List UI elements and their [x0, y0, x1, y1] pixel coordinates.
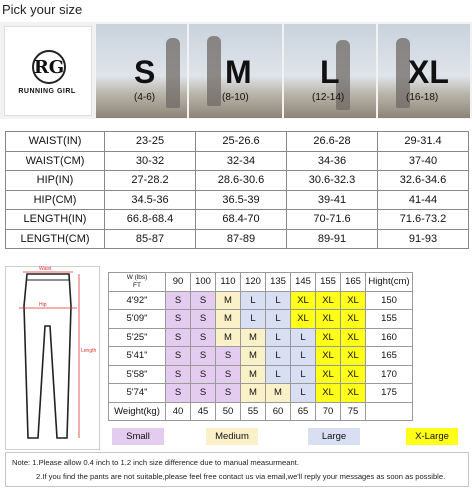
weight-kg-cell: 50 — [216, 402, 241, 421]
table-cell: 32.6-34.6 — [378, 171, 469, 191]
size-cell: S — [216, 384, 241, 403]
table-cell: 91-93 — [378, 229, 469, 249]
size-cell: S — [166, 365, 191, 384]
weight-lbs-header: 120 — [241, 273, 266, 292]
weight-lbs-header: 135 — [266, 273, 291, 292]
size-cell: L — [266, 310, 291, 329]
size-cell: L — [266, 347, 291, 366]
size-cell: XL — [316, 328, 341, 347]
size-photo-xl — [378, 24, 470, 118]
height-ft-cell: 5'09" — [109, 310, 166, 329]
grid-row — [109, 384, 413, 403]
leggings-diagram — [5, 266, 100, 450]
page-title: Pick your size — [2, 2, 83, 17]
table-cell: 66.8-68.4 — [105, 210, 196, 230]
weight-kg-cell: 70 — [316, 402, 341, 421]
hip-label: Hip — [39, 302, 47, 308]
size-cell: XL — [316, 365, 341, 384]
size-cell: XL — [341, 347, 366, 366]
size-cell: S — [166, 328, 191, 347]
height-ft-cell: 5'25" — [109, 328, 166, 347]
grid-row — [109, 365, 413, 384]
weight-unit-label: W (lbs) — [126, 273, 148, 281]
height-ft-cell: 5'41" — [109, 347, 166, 366]
table-cell: 34.5-36 — [105, 190, 196, 210]
size-cell: L — [291, 365, 316, 384]
size-cell: L — [266, 291, 291, 310]
row-label: HIP(CM) — [6, 190, 105, 210]
length-label: Length — [81, 348, 97, 354]
size-cell: S — [166, 347, 191, 366]
size-cell: S — [191, 365, 216, 384]
measurement-table — [5, 131, 469, 249]
weight-lbs-header: 165 — [341, 273, 366, 292]
brand-name: RUNNING GIRL — [18, 88, 76, 95]
row-label: WAIST(IN) — [6, 132, 105, 152]
row-label: WAIST(CM) — [6, 151, 105, 171]
table-cell: 34-36 — [287, 151, 378, 171]
table-cell: 39-41 — [287, 190, 378, 210]
table-cell: 89-91 — [287, 229, 378, 249]
weight-kg-cell: 45 — [191, 402, 216, 421]
size-photo-l — [284, 24, 376, 118]
size-cell: M — [241, 365, 266, 384]
row-label: LENGTH(IN) — [6, 210, 105, 230]
grid-corner — [109, 273, 166, 292]
size-cell: S — [191, 347, 216, 366]
table-cell: 25-26.6 — [196, 132, 287, 152]
size-cell: L — [291, 384, 316, 403]
size-range-xl: (16-18) — [406, 92, 439, 103]
height-cm-cell: 175 — [366, 384, 413, 403]
weight-kg-cell: 55 — [241, 402, 266, 421]
table-cell: 30.6-32.3 — [287, 171, 378, 191]
size-range-m: (8-10) — [222, 92, 249, 103]
size-cell: M — [241, 347, 266, 366]
size-cell: L — [266, 328, 291, 347]
height-ft-cell: 5'74" — [109, 384, 166, 403]
grid-row — [109, 347, 413, 366]
legend-large: Large — [308, 428, 360, 445]
grid-header-row — [109, 273, 413, 292]
size-cell: XL — [291, 310, 316, 329]
table-cell: 71.6-73.2 — [378, 210, 469, 230]
size-cell: S — [191, 310, 216, 329]
weight-kg-cell: 65 — [291, 402, 316, 421]
table-cell: 41-44 — [378, 190, 469, 210]
size-cell: XL — [316, 291, 341, 310]
table-cell: 87-89 — [196, 229, 287, 249]
size-cell: L — [241, 310, 266, 329]
size-cell: S — [191, 328, 216, 347]
size-cell: XL — [316, 347, 341, 366]
height-ft-cell: 5'58" — [109, 365, 166, 384]
size-cell: S — [191, 384, 216, 403]
brand-monogram: RG — [32, 50, 66, 84]
table-cell: 30-32 — [105, 151, 196, 171]
height-cm-header: Hight(cm) — [366, 273, 413, 292]
table-cell: 68.4-70 — [196, 210, 287, 230]
height-ft-cell: 4'92" — [109, 291, 166, 310]
size-cell: M — [241, 384, 266, 403]
weight-kg-label: Weight(kg) — [109, 402, 166, 421]
weight-kg-cell: 40 — [166, 402, 191, 421]
size-cell: XL — [341, 310, 366, 329]
size-cell: S — [166, 310, 191, 329]
size-cell: S — [216, 347, 241, 366]
weight-lbs-header: 100 — [191, 273, 216, 292]
table-cell: 70-71.6 — [287, 210, 378, 230]
height-cm-cell: 160 — [366, 328, 413, 347]
table-row — [6, 210, 469, 230]
size-photo-m — [189, 24, 282, 118]
grid-row — [109, 328, 413, 347]
size-grid — [108, 272, 413, 421]
size-cell: XL — [341, 291, 366, 310]
table-row — [6, 132, 469, 152]
note-line-2: 2.If you find the pants are not suitable,please feel free contact us via email,we'll reply your messages as soon as possible. — [36, 472, 446, 481]
size-cell: XL — [291, 291, 316, 310]
size-cell: M — [216, 328, 241, 347]
table-cell: 23-25 — [105, 132, 196, 152]
table-cell: 36.5-39 — [196, 190, 287, 210]
size-cell: S — [191, 291, 216, 310]
size-cell: XL — [341, 328, 366, 347]
table-row — [6, 171, 469, 191]
size-cell: M — [266, 384, 291, 403]
table-cell: 85-87 — [105, 229, 196, 249]
weight-lbs-header: 110 — [216, 273, 241, 292]
waist-label: Waist — [39, 266, 52, 272]
size-label-m: M — [225, 54, 252, 90]
size-range-s: (4-6) — [134, 92, 156, 103]
height-unit-label: FT — [133, 281, 141, 289]
size-label-xl: XL — [408, 54, 449, 90]
height-cm-cell: 170 — [366, 365, 413, 384]
height-cm-cell: 155 — [366, 310, 413, 329]
size-cell: XL — [316, 310, 341, 329]
legend-medium: Medium — [206, 428, 258, 445]
table-cell: 32-34 — [196, 151, 287, 171]
weight-lbs-header: 155 — [316, 273, 341, 292]
size-cell: M — [216, 310, 241, 329]
size-cell: L — [241, 291, 266, 310]
size-cell: L — [291, 347, 316, 366]
table-cell: 37-40 — [378, 151, 469, 171]
table-row — [6, 151, 469, 171]
size-label-l: L — [320, 54, 340, 90]
size-cell: M — [241, 328, 266, 347]
row-label: HIP(IN) — [6, 171, 105, 191]
row-label: LENGTH(CM) — [6, 229, 105, 249]
note-line-1: Note: 1.Please allow 0.4 inch to 1.2 inch size difference due to manual measurmeant. — [12, 458, 299, 467]
table-cell: 26.6-28 — [287, 132, 378, 152]
table-row — [6, 229, 469, 249]
grid-row — [109, 291, 413, 310]
size-cell: XL — [316, 384, 341, 403]
table-cell: 27-28.2 — [105, 171, 196, 191]
size-range-l: (12-14) — [312, 92, 345, 103]
size-label-s: S — [134, 54, 156, 90]
size-cell: S — [216, 365, 241, 384]
size-cell: S — [166, 384, 191, 403]
table-row — [6, 190, 469, 210]
weight-lbs-header: 90 — [166, 273, 191, 292]
legend-small: Small — [112, 428, 164, 445]
weight-kg-cell: 75 — [341, 402, 366, 421]
weight-kg-cell: 60 — [266, 402, 291, 421]
size-cell: L — [291, 328, 316, 347]
size-cell: L — [266, 365, 291, 384]
table-cell: 28.6-30.6 — [196, 171, 287, 191]
legend-xlarge: X-Large — [406, 428, 458, 445]
size-cell: S — [166, 291, 191, 310]
height-cm-cell: 150 — [366, 291, 413, 310]
size-cell: XL — [341, 384, 366, 403]
grid-weight-kg-row — [109, 402, 413, 421]
height-cm-cell: 165 — [366, 347, 413, 366]
grid-row — [109, 310, 413, 329]
weight-lbs-header: 145 — [291, 273, 316, 292]
weight-kg-blank — [366, 402, 413, 421]
table-cell: 29-31.4 — [378, 132, 469, 152]
size-photo-s — [96, 24, 187, 118]
size-cell: XL — [341, 365, 366, 384]
size-cell: M — [216, 291, 241, 310]
